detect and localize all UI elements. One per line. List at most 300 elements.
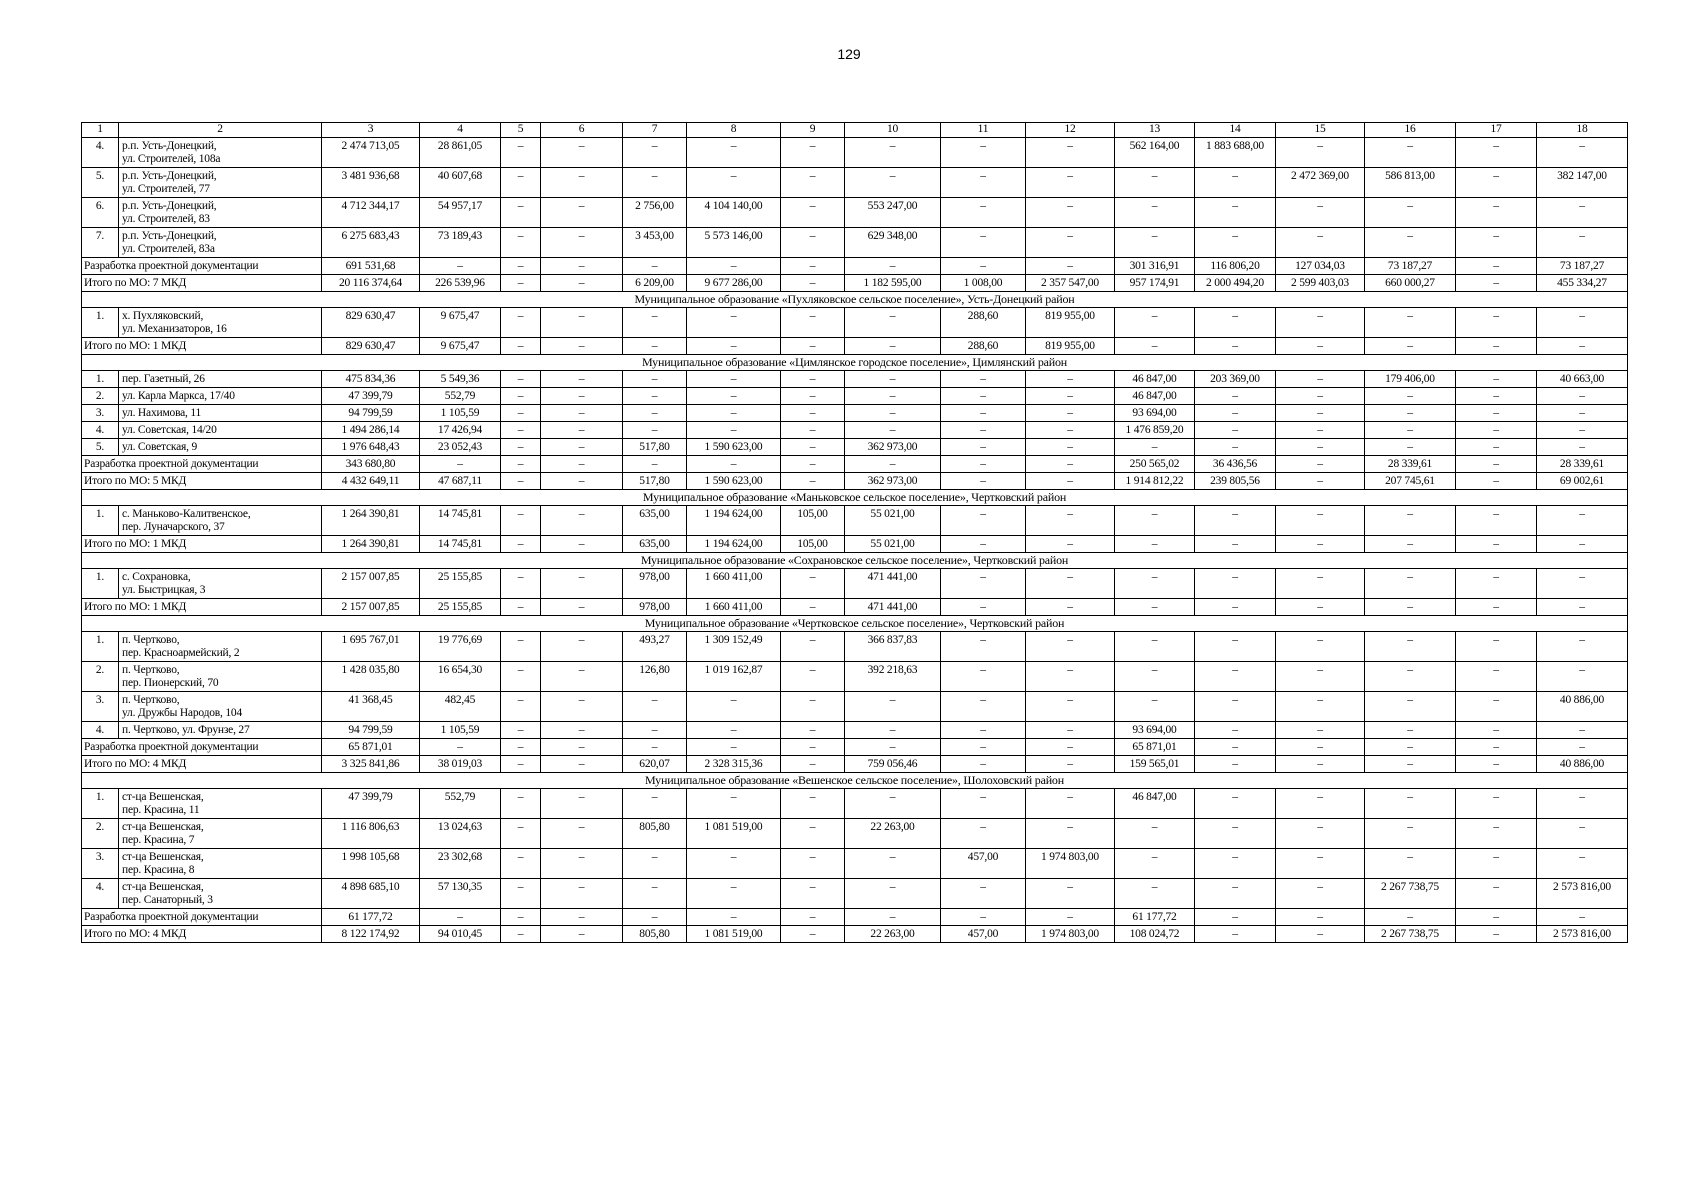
- value-cell: 127 034,03: [1276, 258, 1365, 275]
- address-cell: [119, 228, 322, 258]
- value-cell: 2 000 494,20: [1195, 275, 1276, 292]
- value-cell: –: [1276, 473, 1365, 490]
- value-cell: 207 745,61: [1365, 473, 1456, 490]
- value-cell: –: [941, 789, 1026, 819]
- value-cell: –: [1456, 739, 1537, 756]
- value-cell: 978,00: [623, 569, 687, 599]
- value-cell: 343 680,80: [322, 456, 420, 473]
- subtotal-label: Разработка проектной документации: [82, 258, 322, 275]
- value-cell: –: [541, 849, 623, 879]
- value-cell: 105,00: [781, 536, 845, 553]
- column-number-cell: 6: [541, 123, 623, 138]
- section-title: Муниципальное образование «Маньковское сельское поселение», Чертковский район: [82, 490, 1628, 506]
- value-cell: –: [941, 632, 1026, 662]
- value-cell: –: [541, 308, 623, 338]
- table-row: [82, 405, 1628, 422]
- value-cell: –: [1195, 536, 1276, 553]
- value-cell: –: [1115, 439, 1195, 456]
- value-cell: –: [1195, 338, 1276, 355]
- address-line: х. Пухляковский,: [122, 310, 204, 322]
- table-row: [82, 228, 1628, 258]
- address-cell: [119, 722, 322, 739]
- subtotal-row: [82, 926, 1628, 943]
- value-cell: 457,00: [941, 926, 1026, 943]
- value-cell: 57 130,35: [420, 879, 501, 909]
- value-cell: –: [687, 258, 781, 275]
- address-line: ул. Быстрицкая, 3: [122, 584, 206, 596]
- address-line: пер. Красина, 8: [122, 864, 195, 876]
- address-line: ул. Строителей, 83а: [122, 243, 215, 255]
- value-cell: –: [781, 168, 845, 198]
- value-cell: –: [1456, 422, 1537, 439]
- value-cell: 126,80: [623, 662, 687, 692]
- value-cell: –: [941, 405, 1026, 422]
- value-cell: 5 549,36: [420, 371, 501, 388]
- value-cell: –: [687, 338, 781, 355]
- value-cell: –: [1276, 308, 1365, 338]
- value-cell: –: [687, 849, 781, 879]
- value-cell: –: [501, 405, 541, 422]
- value-cell: –: [1276, 599, 1365, 616]
- value-cell: 94 010,45: [420, 926, 501, 943]
- value-cell: –: [1026, 258, 1115, 275]
- value-cell: –: [1276, 405, 1365, 422]
- value-cell: –: [1026, 405, 1115, 422]
- value-cell: –: [541, 739, 623, 756]
- value-cell: –: [1276, 569, 1365, 599]
- value-cell: –: [501, 258, 541, 275]
- value-cell: –: [687, 388, 781, 405]
- address-cell: [119, 506, 322, 536]
- value-cell: –: [1276, 756, 1365, 773]
- value-cell: –: [781, 405, 845, 422]
- value-cell: –: [1026, 909, 1115, 926]
- table-row: [82, 722, 1628, 739]
- value-cell: 1 309 152,49: [687, 632, 781, 662]
- value-cell: –: [1456, 405, 1537, 422]
- value-cell: –: [501, 879, 541, 909]
- address-line: ст-ца Вешенская,: [122, 881, 204, 893]
- value-cell: –: [541, 473, 623, 490]
- value-cell: –: [845, 308, 941, 338]
- value-cell: 635,00: [623, 506, 687, 536]
- value-cell: –: [1195, 198, 1276, 228]
- value-cell: –: [1365, 388, 1456, 405]
- value-cell: –: [1195, 739, 1276, 756]
- address-line: ул. Строителей, 83: [122, 213, 210, 225]
- value-cell: –: [1026, 662, 1115, 692]
- value-cell: –: [541, 439, 623, 456]
- row-number: 4.: [82, 722, 119, 739]
- value-cell: 239 805,56: [1195, 473, 1276, 490]
- value-cell: 3 481 936,68: [322, 168, 420, 198]
- subtotal-row: [82, 275, 1628, 292]
- value-cell: 46 847,00: [1115, 371, 1195, 388]
- value-cell: –: [623, 138, 687, 168]
- value-cell: 73 189,43: [420, 228, 501, 258]
- value-cell: 16 654,30: [420, 662, 501, 692]
- value-cell: 3 325 841,86: [322, 756, 420, 773]
- value-cell: –: [1537, 599, 1628, 616]
- value-cell: –: [687, 422, 781, 439]
- value-cell: 47 399,79: [322, 388, 420, 405]
- value-cell: –: [1115, 819, 1195, 849]
- value-cell: 1 660 411,00: [687, 569, 781, 599]
- value-cell: –: [687, 722, 781, 739]
- value-cell: –: [1115, 692, 1195, 722]
- value-cell: –: [501, 909, 541, 926]
- value-cell: –: [1276, 138, 1365, 168]
- value-cell: –: [1195, 756, 1276, 773]
- value-cell: 4 432 649,11: [322, 473, 420, 490]
- value-cell: –: [687, 168, 781, 198]
- value-cell: –: [1365, 756, 1456, 773]
- value-cell: –: [501, 632, 541, 662]
- subtotal-row: [82, 338, 1628, 355]
- value-cell: –: [941, 456, 1026, 473]
- value-cell: –: [781, 739, 845, 756]
- value-cell: 2 157 007,85: [322, 599, 420, 616]
- value-cell: 629 348,00: [845, 228, 941, 258]
- value-cell: –: [501, 789, 541, 819]
- value-cell: 2 599 403,03: [1276, 275, 1365, 292]
- address-line: р.п. Усть-Донецкий,: [122, 200, 217, 212]
- value-cell: –: [941, 536, 1026, 553]
- address-cell: [119, 138, 322, 168]
- value-cell: –: [781, 422, 845, 439]
- column-number-cell: 7: [623, 123, 687, 138]
- value-cell: –: [1276, 371, 1365, 388]
- value-cell: –: [687, 138, 781, 168]
- value-cell: –: [1026, 722, 1115, 739]
- value-cell: –: [941, 168, 1026, 198]
- value-cell: 1 008,00: [941, 275, 1026, 292]
- value-cell: –: [1365, 405, 1456, 422]
- address-cell: [119, 308, 322, 338]
- value-cell: 6 275 683,43: [322, 228, 420, 258]
- value-cell: 47 399,79: [322, 789, 420, 819]
- value-cell: –: [781, 228, 845, 258]
- value-cell: –: [941, 228, 1026, 258]
- value-cell: –: [845, 722, 941, 739]
- value-cell: –: [541, 599, 623, 616]
- value-cell: –: [1365, 569, 1456, 599]
- value-cell: –: [501, 456, 541, 473]
- value-cell: –: [1365, 632, 1456, 662]
- value-cell: –: [623, 789, 687, 819]
- value-cell: –: [1365, 138, 1456, 168]
- subtotal-label: Разработка проектной документации: [82, 456, 322, 473]
- value-cell: –: [623, 388, 687, 405]
- value-cell: 1 590 623,00: [687, 473, 781, 490]
- value-cell: 819 955,00: [1026, 308, 1115, 338]
- value-cell: –: [1115, 569, 1195, 599]
- page-number: 129: [837, 46, 861, 62]
- value-cell: –: [1276, 228, 1365, 258]
- value-cell: –: [1026, 422, 1115, 439]
- value-cell: –: [1365, 308, 1456, 338]
- section-header-row: [82, 773, 1628, 789]
- value-cell: –: [1537, 536, 1628, 553]
- value-cell: 1 116 806,63: [322, 819, 420, 849]
- value-cell: –: [845, 388, 941, 405]
- table-row: [82, 849, 1628, 879]
- value-cell: 179 406,00: [1365, 371, 1456, 388]
- address-line: р.п. Усть-Донецкий,: [122, 140, 217, 152]
- value-cell: –: [1115, 879, 1195, 909]
- column-number-cell: 18: [1537, 123, 1628, 138]
- address-line: п. Чертково,: [122, 664, 180, 676]
- subtotal-label: Итого по МО: 4 МКД: [82, 926, 322, 943]
- value-cell: 1 974 803,00: [1026, 926, 1115, 943]
- value-cell: 38 019,03: [420, 756, 501, 773]
- address-line: ул. Дружбы Народов, 104: [122, 707, 243, 719]
- value-cell: –: [501, 198, 541, 228]
- value-cell: –: [1195, 819, 1276, 849]
- value-cell: –: [1276, 388, 1365, 405]
- value-cell: –: [501, 569, 541, 599]
- value-cell: 301 316,91: [1115, 258, 1195, 275]
- address-line: пер. Газетный, 26: [122, 373, 205, 385]
- value-cell: –: [623, 849, 687, 879]
- value-cell: 2 573 816,00: [1537, 926, 1628, 943]
- value-cell: 2 573 816,00: [1537, 879, 1628, 909]
- value-cell: –: [1456, 439, 1537, 456]
- address-line: п. Чертково,: [122, 634, 180, 646]
- value-cell: –: [1195, 879, 1276, 909]
- value-cell: –: [1456, 258, 1537, 275]
- value-cell: 362 973,00: [845, 473, 941, 490]
- address-line: р.п. Усть-Донецкий,: [122, 170, 217, 182]
- value-cell: –: [1365, 692, 1456, 722]
- column-number-cell: 13: [1115, 123, 1195, 138]
- column-number-cell: 14: [1195, 123, 1276, 138]
- value-cell: –: [1115, 536, 1195, 553]
- value-cell: –: [1276, 722, 1365, 739]
- value-cell: –: [941, 739, 1026, 756]
- value-cell: –: [1365, 739, 1456, 756]
- subtotal-label: Разработка проектной документации: [82, 909, 322, 926]
- value-cell: –: [541, 456, 623, 473]
- value-cell: –: [1537, 388, 1628, 405]
- value-cell: 19 776,69: [420, 632, 501, 662]
- value-cell: –: [1456, 371, 1537, 388]
- value-cell: –: [687, 456, 781, 473]
- table-row: [82, 371, 1628, 388]
- address-line: п. Чертково, ул. Фрунзе, 27: [122, 724, 250, 736]
- value-cell: –: [1456, 456, 1537, 473]
- value-cell: –: [1026, 506, 1115, 536]
- value-cell: –: [1537, 228, 1628, 258]
- value-cell: –: [541, 258, 623, 275]
- value-cell: 366 837,83: [845, 632, 941, 662]
- value-cell: 4 104 140,00: [687, 198, 781, 228]
- value-cell: –: [1276, 926, 1365, 943]
- value-cell: –: [781, 756, 845, 773]
- value-cell: –: [1026, 632, 1115, 662]
- value-cell: –: [1195, 926, 1276, 943]
- section-title: Муниципальное образование «Вешенское сельское поселение», Шолоховский район: [82, 773, 1628, 789]
- value-cell: –: [1456, 849, 1537, 879]
- subtotal-row: [82, 599, 1628, 616]
- row-number: 4.: [82, 138, 119, 168]
- value-cell: 93 694,00: [1115, 722, 1195, 739]
- value-cell: –: [541, 506, 623, 536]
- value-cell: –: [687, 692, 781, 722]
- row-number: 3.: [82, 849, 119, 879]
- value-cell: –: [1456, 756, 1537, 773]
- value-cell: 22 263,00: [845, 819, 941, 849]
- value-cell: –: [1026, 739, 1115, 756]
- value-cell: –: [420, 739, 501, 756]
- value-cell: 13 024,63: [420, 819, 501, 849]
- value-cell: –: [1195, 909, 1276, 926]
- value-cell: –: [1026, 439, 1115, 456]
- value-cell: 2 267 738,75: [1365, 926, 1456, 943]
- value-cell: –: [845, 422, 941, 439]
- value-cell: 1 182 595,00: [845, 275, 941, 292]
- value-cell: –: [1276, 849, 1365, 879]
- address-line: ул. Нахимова, 11: [122, 407, 202, 419]
- value-cell: –: [541, 632, 623, 662]
- subtotal-row: [82, 739, 1628, 756]
- value-cell: –: [687, 909, 781, 926]
- value-cell: –: [1537, 909, 1628, 926]
- table-row: [82, 506, 1628, 536]
- value-cell: –: [1537, 439, 1628, 456]
- value-cell: 69 002,61: [1537, 473, 1628, 490]
- address-cell: [119, 198, 322, 228]
- table-row: [82, 819, 1628, 849]
- subtotal-row: [82, 756, 1628, 773]
- value-cell: –: [420, 258, 501, 275]
- address-cell: [119, 422, 322, 439]
- value-cell: 14 745,81: [420, 506, 501, 536]
- value-cell: 635,00: [623, 536, 687, 553]
- value-cell: 1 264 390,81: [322, 536, 420, 553]
- value-cell: –: [1537, 789, 1628, 819]
- value-cell: –: [781, 692, 845, 722]
- value-cell: –: [1456, 692, 1537, 722]
- value-cell: 1 194 624,00: [687, 536, 781, 553]
- value-cell: –: [501, 506, 541, 536]
- table-row: [82, 662, 1628, 692]
- value-cell: –: [1276, 819, 1365, 849]
- value-cell: –: [687, 789, 781, 819]
- value-cell: –: [1276, 879, 1365, 909]
- value-cell: –: [623, 739, 687, 756]
- value-cell: –: [1365, 439, 1456, 456]
- address-cell: [119, 632, 322, 662]
- table-row: [82, 439, 1628, 456]
- value-cell: 1 194 624,00: [687, 506, 781, 536]
- value-cell: –: [623, 422, 687, 439]
- value-cell: 586 813,00: [1365, 168, 1456, 198]
- section-header-row: [82, 292, 1628, 308]
- value-cell: –: [1365, 228, 1456, 258]
- subtotal-label: Итого по МО: 1 МКД: [82, 536, 322, 553]
- value-cell: 23 052,43: [420, 439, 501, 456]
- subtotal-label: Итого по МО: 1 МКД: [82, 338, 322, 355]
- value-cell: –: [1026, 536, 1115, 553]
- column-number-cell: 12: [1026, 123, 1115, 138]
- value-cell: –: [781, 198, 845, 228]
- value-cell: –: [1276, 439, 1365, 456]
- subtotal-row: [82, 258, 1628, 275]
- value-cell: –: [687, 879, 781, 909]
- value-cell: –: [941, 879, 1026, 909]
- address-line: с. Сохрановка,: [122, 571, 191, 583]
- value-cell: –: [845, 909, 941, 926]
- address-cell: [119, 819, 322, 849]
- subtotal-label: Итого по МО: 1 МКД: [82, 599, 322, 616]
- value-cell: –: [501, 926, 541, 943]
- value-cell: –: [845, 849, 941, 879]
- value-cell: –: [501, 439, 541, 456]
- value-cell: –: [1276, 198, 1365, 228]
- subtotal-row: [82, 456, 1628, 473]
- value-cell: –: [541, 756, 623, 773]
- value-cell: 94 799,59: [322, 405, 420, 422]
- value-cell: –: [1195, 789, 1276, 819]
- value-cell: 829 630,47: [322, 308, 420, 338]
- address-line: пер. Красина, 11: [122, 804, 200, 816]
- value-cell: 250 565,02: [1115, 456, 1195, 473]
- value-cell: –: [1537, 198, 1628, 228]
- row-number: 2.: [82, 819, 119, 849]
- column-number-cell: 1: [82, 123, 119, 138]
- value-cell: –: [1276, 789, 1365, 819]
- value-cell: –: [1276, 422, 1365, 439]
- value-cell: 1 974 803,00: [1026, 849, 1115, 879]
- value-cell: –: [1456, 819, 1537, 849]
- value-cell: 978,00: [623, 599, 687, 616]
- value-cell: –: [1365, 536, 1456, 553]
- address-line: пер. Пионерский, 70: [122, 677, 219, 689]
- value-cell: –: [1195, 849, 1276, 879]
- value-cell: –: [781, 926, 845, 943]
- value-cell: –: [1115, 228, 1195, 258]
- value-cell: –: [541, 789, 623, 819]
- value-cell: –: [501, 536, 541, 553]
- value-cell: –: [1456, 909, 1537, 926]
- value-cell: –: [541, 338, 623, 355]
- value-cell: –: [541, 569, 623, 599]
- value-cell: –: [1537, 569, 1628, 599]
- value-cell: –: [541, 536, 623, 553]
- value-cell: 957 174,91: [1115, 275, 1195, 292]
- value-cell: –: [541, 275, 623, 292]
- column-number-cell: 10: [845, 123, 941, 138]
- value-cell: –: [1537, 849, 1628, 879]
- row-number: 1.: [82, 506, 119, 536]
- value-cell: –: [541, 371, 623, 388]
- value-cell: –: [1456, 198, 1537, 228]
- value-cell: –: [1195, 308, 1276, 338]
- row-number: 1.: [82, 569, 119, 599]
- row-number: 2.: [82, 662, 119, 692]
- value-cell: –: [420, 456, 501, 473]
- value-cell: –: [1026, 819, 1115, 849]
- value-cell: –: [781, 308, 845, 338]
- value-cell: –: [623, 456, 687, 473]
- column-number-row: [82, 123, 1628, 138]
- value-cell: –: [1456, 569, 1537, 599]
- subtotal-label: Итого по МО: 4 МКД: [82, 756, 322, 773]
- value-cell: –: [1456, 308, 1537, 338]
- value-cell: –: [1115, 198, 1195, 228]
- section-header-row: [82, 616, 1628, 632]
